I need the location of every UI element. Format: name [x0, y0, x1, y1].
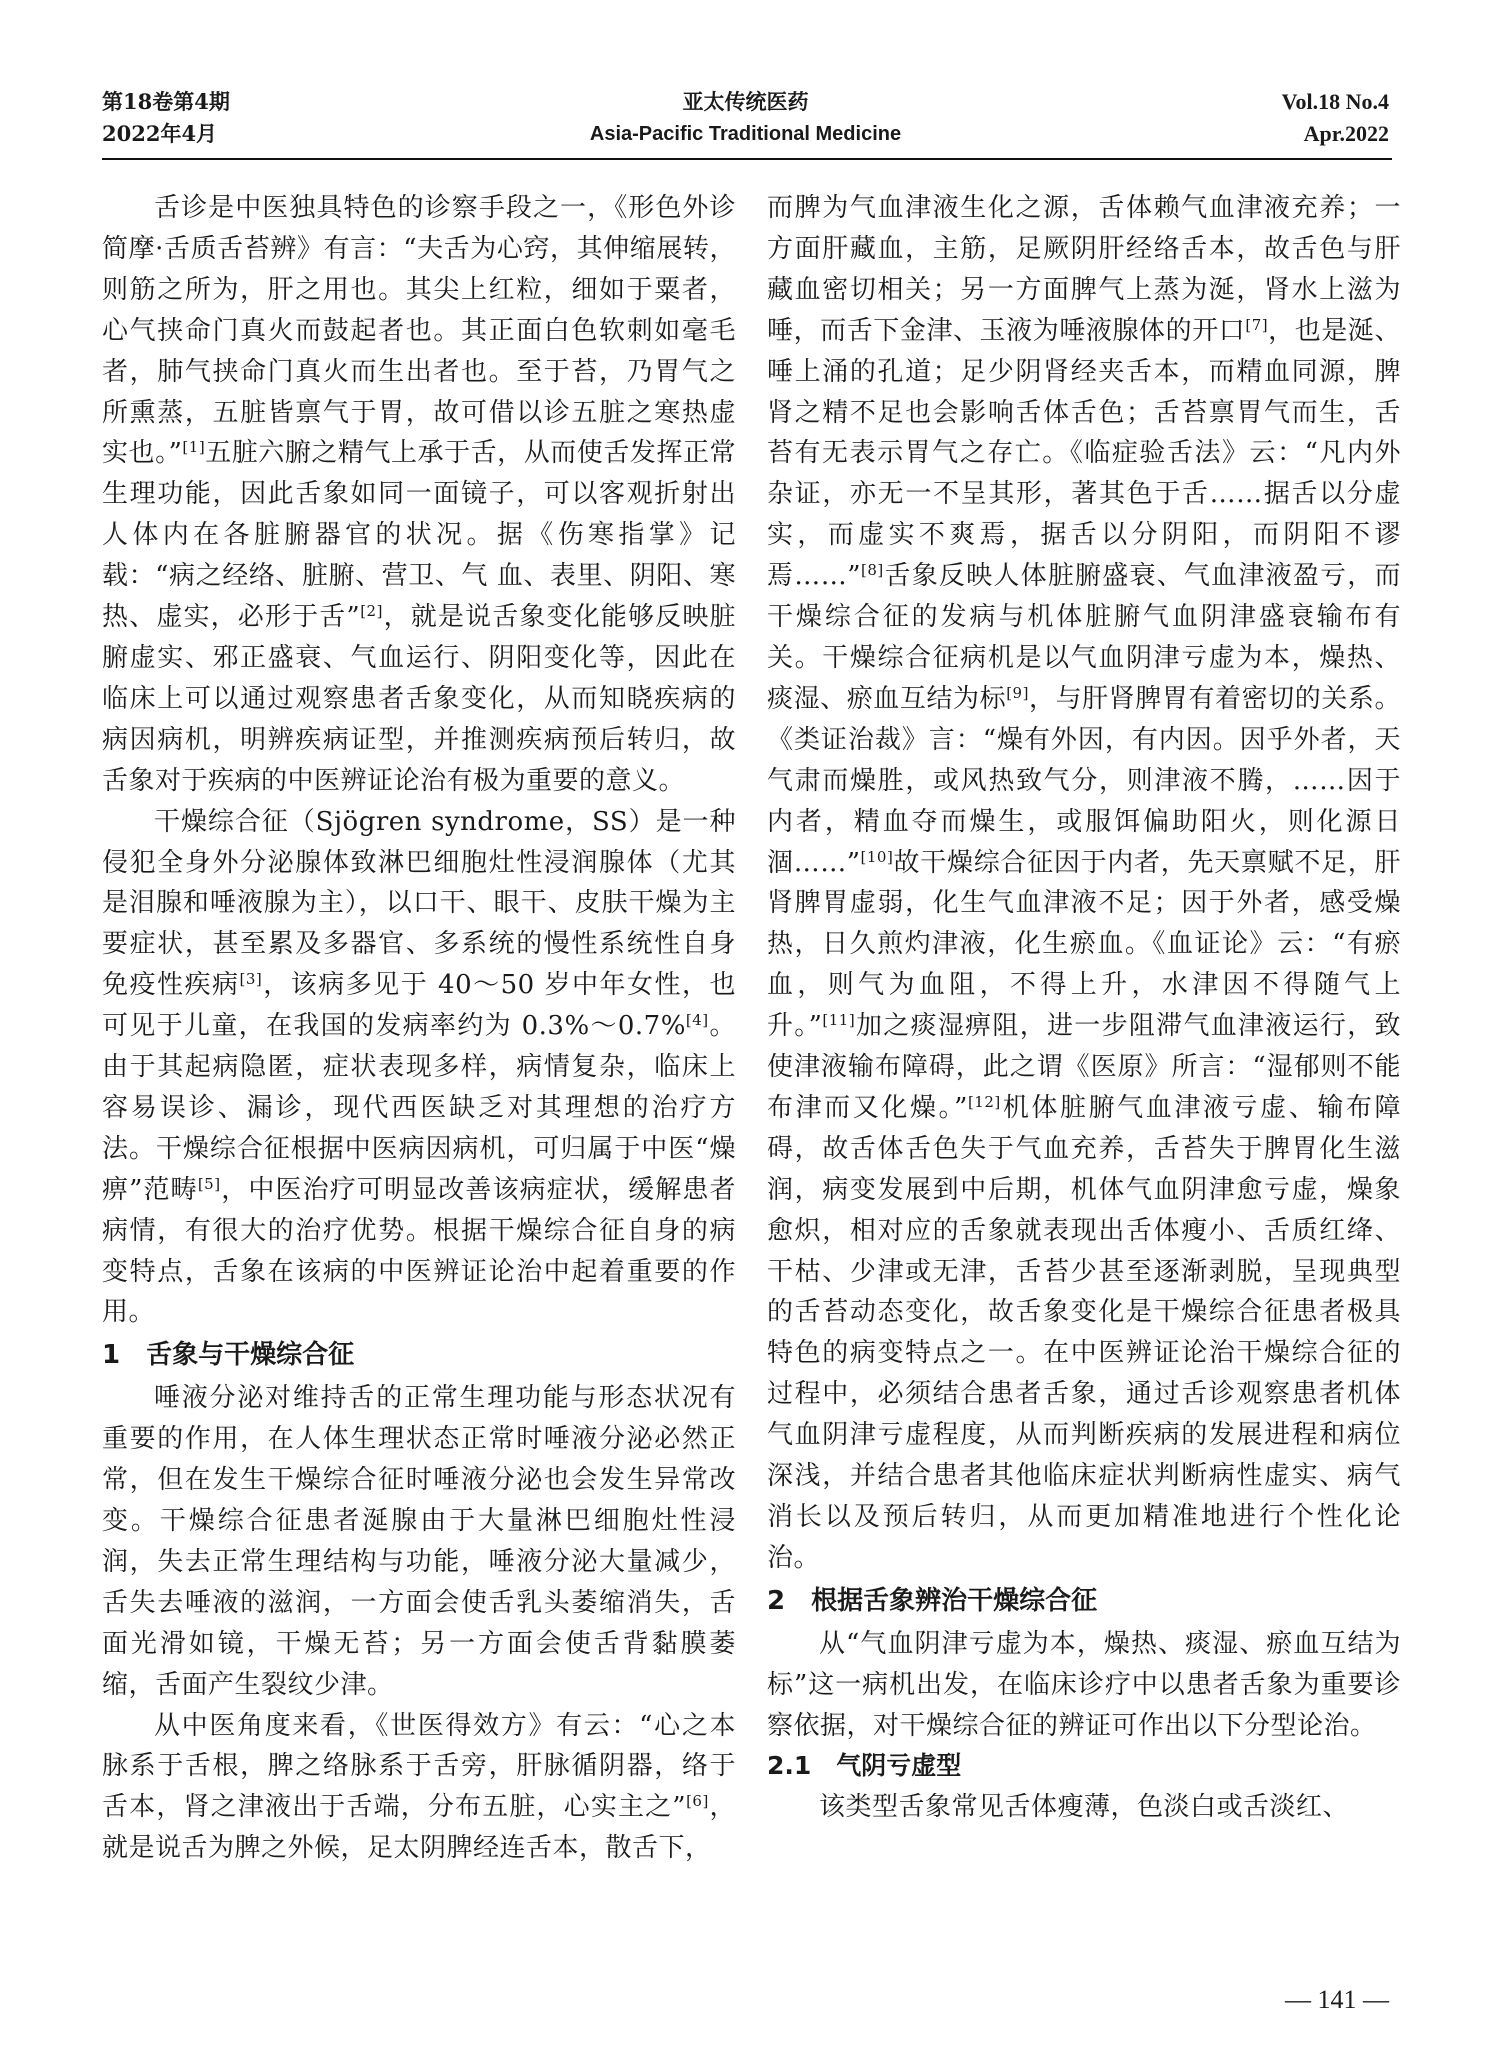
- volume-issue: 第18卷第4期: [102, 89, 230, 114]
- date-en: Apr.2022: [1303, 121, 1389, 146]
- paragraph: 舌诊是中医独具特色的诊察手段之一，《形色外诊简摩·舌质舌苔辨》有言：“夫舌为心窍，其伸缩展转，则筋之所为，肝之用也。其尖上红粒，细如于粟者，心气挟命门真火而鼓起者也。其正面白色软刺如毫毛者，肺气挟命门真火而生出者也。至于苔，乃胃气之所熏蒸，五脏皆禀气于胃，故可借以诊五脏之寒热虚实也。”[1]五脏六腑之精气上承于舌，从而使舌发挥正常生理功能，因此舌象如同一面镜子，可以客观折射出人体内在各脏腑器官的状况。据《伤寒指掌》记载：“病之经络、脏腑、营卫、气 血、表里、阴阳、寒热、虚实，必形于舌”[2]，就是说舌象变化能够反映脏腑虚实、邪正盛衰、气血运行、阴阳变化等，因此在临床上可以通过观察患者舌象变化，从而知晓疾病的病因病机，明辨疾病证型，并推测疾病预后转归，故舌象对于疾病的中医辨证论治有极为重要的意义。: [102, 193, 736, 796]
- section-heading: 2 根据舌象辨治干燥综合征: [767, 1585, 1098, 1616]
- paragraph: 该类型舌象常见舌体瘦薄，色淡白或舌淡红、: [819, 1792, 1350, 1823]
- left-column: [102, 188, 736, 1869]
- citation: [1]: [182, 438, 206, 457]
- journal-title-cn: 亚太传统医药: [682, 89, 809, 114]
- header-right: [1282, 86, 1389, 150]
- citation: [5]: [197, 1174, 221, 1193]
- citation: [8]: [861, 561, 884, 580]
- citation: [7]: [1245, 315, 1269, 334]
- paragraph: 唾液分泌对维持舌的正常生理功能与形态状况有重要的作用，在人体生理状态正常时唾液分泌必然正常，但在发生干燥综合征时唾液分泌也会发生异常改变。干燥综合征患者涎腺由于大量淋巴细胞灶性浸润，失去正常生理结构与功能，唾液分泌大量减少，舌失去唾液的滋润，一方面会使舌乳头萎缩消失，舌面光滑如镜，干燥无苔；另一方面会使舌背黏膜萎缩，舌面产生裂纹少津。: [102, 1383, 736, 1700]
- citation: [6]: [686, 1792, 709, 1811]
- citation: [2]: [360, 602, 383, 621]
- citation: [9]: [1006, 683, 1029, 702]
- paragraph: 干燥综合征（Sjögren syndrome，SS）是一种侵犯全身外分泌腺体致淋巴细胞灶性浸润腺体（尤其是泪腺和唾液腺为主），以口干、眼干、皮肤干燥为主要症状，甚至累及多器官、多系统的慢性系统性自身免疫性疾病[3]，该病多见于 40～50 岁中年女性，也可见于儿童，在我国的发病率约为 0.3%～0.7%[4]。由于其起病隐匿，症状表现多样，病情复杂，临床上容易误诊、漏诊，现代西医缺乏对其理想的治疗方法。干燥综合征根据中医病因病机，可归属于中医“燥痹”范畴[5]，中医治疗可明显改善该病症状，缓解患者病情，有很大的治疗优势。根据干燥综合征自身的病变特点，舌象在该病的中医辨证论治中起着重要的作用。: [102, 806, 736, 1328]
- date-cn: 2022年4月: [102, 121, 218, 146]
- subsection-heading: 2.1 气阴亏虚型: [767, 1751, 962, 1781]
- right-column: [767, 188, 1401, 1828]
- citation: [11]: [822, 1011, 856, 1030]
- paragraph: 而脾为气血津液生化之源，舌体赖气血津液充养；一方面肝藏血，主筋，足厥阴肝经络舌本，故舌色与肝藏血密切相关；另一方面脾气上蒸为涎，肾水上滋为唾，而舌下金津、玉液为唾液腺体的开口[7]，也是涎、唾上涌的孔道；足少阴肾经夹舌本，而精血同源，脾肾之精不足也会影响舌体舌色；舌苔禀胃气而生，舌苔有无表示胃气之存亡。《临症验舌法》云：“凡内外杂证，亦无一不呈其形，著其色于舌……据舌以分虚实，而虚实不爽焉，据舌以分阴阳，而阴阳不谬焉……”[8]舌象反映人体脏腑盛衰、气血津液盈亏，而干燥综合征的发病与机体脏腑气血阴津盛衰输布有关。干燥综合征病机是以气血阴津亏虚为本，燥热、痰湿、瘀血互结为标[9]，与肝肾脾胃有着密切的关系。《类证治裁》言：“燥有外因，有内因。因乎外者，天气肃而燥胜，或风热致气分，则津液不腾，……因于内者，精血夺而燥生，或服饵偏助阳火，则化源日涸……”[10]故干燥综合征因于内者，先天禀赋不足，肝肾脾胃虚弱，化生气血津液不足；因于外者，感受燥热，日久煎灼津液，化生瘀血。《血证论》云：“有瘀血，则气为血阻，不得上升，水津因不得随气上升。”[11]加之痰湿痹阻，进一步阻滞气血津液运行，致使津液输布障碍，此之谓《医原》所言：“湿郁则不能布津而又化燥。”[12]机体脏腑气血津液亏虚、输布障碍，故舌体舌色失于气血充养，舌苔失于脾胃化生滋润，病变发展到中后期，机体气血阴津愈亏虚，燥象愈炽，相对应的舌象就表现出舌体瘦小、舌质红绛、干枯、少津或无津，舌苔少甚至逐渐剥脱，呈现典型的舌苔动态变化，故舌象变化是干燥综合征患者极具特色的病变特点之一。在中医辨证论治干燥综合征的过程中，必须结合患者舌象，通过舌诊观察患者机体气血阴津亏虚程度，从而判断疾病的发展进程和病位深浅，并结合患者其他临床症状判断病性虚实、病气消长以及预后转归，从而更加精准地进行个性化论治。: [767, 193, 1401, 1573]
- header-rule: [102, 158, 1392, 160]
- journal-title-en: Asia-Pacific Traditional Medicine: [589, 123, 902, 145]
- citation: [12]: [967, 1092, 1001, 1111]
- citation: [4]: [685, 1011, 709, 1030]
- citation: [3]: [239, 970, 263, 989]
- citation: [10]: [860, 847, 894, 866]
- paragraph: 从“气血阴津亏虚为本，燥热、痰湿、瘀血互结为标”这一病机出发，在临床诊疗中以患者舌象为重要诊察依据，对干燥综合征的辨证可作出以下分型论治。: [767, 1628, 1401, 1741]
- page-number: — 141 —: [1285, 1985, 1389, 2014]
- header-center: [0, 86, 1491, 150]
- section-heading: 1 舌象与干燥综合征: [102, 1340, 355, 1371]
- paragraph: 从中医角度来看，《世医得效方》有云：“心之本脉系于舌根，脾之络脉系于舌旁，肝脉循阴器，络于舌本，肾之津液出于舌端，分布五脏，心实主之”[6]，就是说舌为脾之外候，足太阴脾经连舌本，散舌下，: [102, 1710, 736, 1864]
- volume-en: Vol.18 No.4: [1281, 89, 1389, 114]
